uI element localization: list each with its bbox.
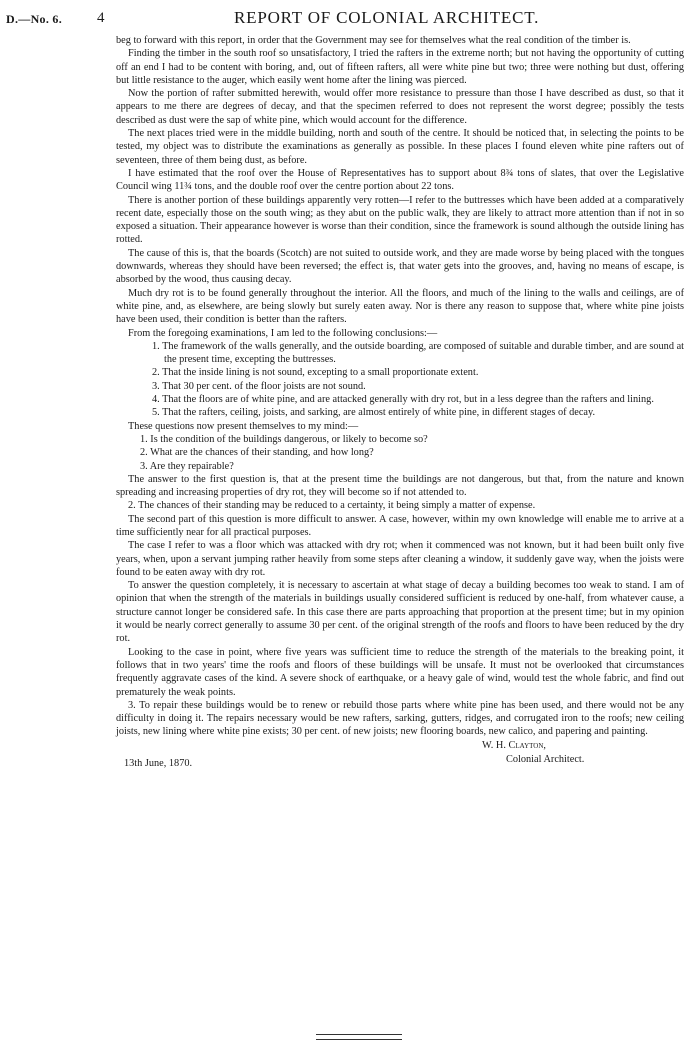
paragraph: The case I refer to was a floor which was attacked with dry rot; when it commenced was not known, but it had been built only five years, when, upon a servant jumping rather heavily from some steps after cleaning a window, it suddenly gave way, when the joists were found to be eaten away with dry rot.	[116, 540, 684, 578]
questions-list	[116, 433, 684, 473]
paragraph: Finding the timber in the south roof so unsatisfactory, I tried the rafters in the extreme north; but not having the opportunity of cutting off an end I had to be content with boring, and, out of fifteen rafters, all were white pine but two; three were nothing but dust, offering but little resistance to the auger, which easily went home after the lining was pierced.	[116, 48, 684, 86]
paragraph: The next places tried were in the middle building, north and south of the centre. It should be noticed that, in selecting the points to be tested, my object was to distribute the examinations as generally as possible. In these places I found eleven white pine rafters out of seventeen, three of them being dust, as before.	[116, 128, 684, 166]
list-item: 1. Is the condition of the buildings dangerous, or likely to become so?	[140, 433, 428, 445]
paragraph: 2. The chances of their standing may be reduced to a certainty, it being simply a matter of expense.	[128, 500, 536, 512]
paragraph: Looking to the case in point, where five years was sufficient time to reduce the strength of the materials to the breaking point, it follows that in two years' time the roofs and floors of these buildings will be unsafe. It must not be overlooked that circumstances frequently aggravate cases of the kind. A severe shock of earthquake, or a heavy gale of wind, would test the whole fabric, and find out prematurely the weak points.	[116, 646, 684, 698]
list-item: 1. The framework of the walls generally, and the outside boarding, are composed of suitable and durable timber, and are sound at the present time, excepting the buttresses.	[152, 340, 684, 366]
running-title: REPORT OF COLONIAL ARCHITECT.	[234, 8, 540, 27]
list-item: 4. That the floors are of white pine, and are attacked generally with dry rot, but in a less degree than the rafters and lining.	[152, 394, 654, 406]
paragraph: There is another portion of these buildings apparently very rotten—I refer to the buttresses which have been added at a comparatively recent date, especially those on the south wing; as they abut on the public walk, they are likely to attract more attention than if not in so exposed a situation. Their appearance however is worse than their condition, since the framework is sound although the outside lining has rotted.	[116, 194, 684, 246]
conclusions-list	[116, 340, 684, 420]
list-item: 5. That the rafters, ceiling, joists, and sarking, are almost entirely of white pine, in different stages of decay.	[152, 407, 596, 419]
list-item: 2. That the inside lining is not sound, excepting to a small proportionate extent.	[152, 367, 479, 379]
paragraph: The cause of this is, that the boards (Scotch) are not suited to outside work, and they are made worse by being placed with the tongues downwards, whereas they should have been reversed; the effect is, that water gets into the grooves, and, having no means of escape, is absorbed by the wood, thus causing decay.	[116, 247, 684, 286]
paragraph: The second part of this question is more difficult to answer. A case, however, within my own knowledge will enable me to arrive at a time sufficiently near for all practical purposes.	[116, 513, 684, 538]
page-header	[0, 4, 700, 30]
page-number: 4	[97, 10, 105, 26]
closing-rule	[316, 1034, 402, 1040]
signature-block	[116, 739, 684, 779]
list-item: 2. What are the chances of their standing, and how long?	[140, 447, 374, 459]
report-body	[116, 34, 684, 779]
paragraph: Now the portion of rafter submitted herewith, would offer more resistance to pressure than those I have described as dust, so that it appears to me there are degrees of decay, and that the specimen referred to does not represent the worst degree; possibly the tests described as dust were the sap of white pine, which would account for the difference.	[116, 88, 684, 126]
paragraph: The answer to the first question is, that at the present time the buildings are not dangerous, but that, from the nature and known spreading and increasing properties of dry rot, they will become so if not attended to.	[116, 473, 684, 499]
conclusions-intro: From the foregoing examinations, I am led to the following conclusions:—	[128, 327, 438, 339]
list-item: 3. That 30 per cent. of the floor joists are not sound.	[152, 380, 366, 392]
document-reference: D.—No. 6.	[6, 12, 63, 26]
paragraph: 3. To repair these buildings would be to renew or rebuild those parts where white pine has been used, and there would not be any difficulty in doing it. The repairs necessary would be new rafters, sarking, gutters, ridges, and corrugated iron to the roofs; new ceiling joists, new lining where white pine exists; 30 per cent. of new joists; new flooring boards, new calico, and papering and painting.	[116, 699, 684, 738]
report-date: 13th June, 1870.	[124, 757, 193, 769]
paragraph: beg to forward with this report, in order that the Government may see for themselves what the real condition of the timber is.	[116, 35, 631, 46]
questions-intro: These questions now present themselves to my mind:—	[128, 420, 359, 432]
signatory-name: W. H. Clayton,	[482, 739, 546, 751]
paragraph: Much dry rot is to be found generally throughout the interior. All the floors, and much of the lining to the walls and ceilings, are of white pine, and, as elsewhere, are being slowly but surely eaten away. Nor is there any reason to suppose that, where white pine joists have been used, their condition is better than the rafters.	[116, 287, 684, 326]
paragraph: I have estimated that the roof over the House of Representatives has to support about 8¾ tons of slates, that over the Legislative Council wing 11¾ tons, and the double roof over the centre portion about 22 tons.	[116, 167, 684, 193]
paragraph: To answer the question completely, it is necessary to ascertain at what stage of decay a building becomes too weak to stand. I am of opinion that when the strength of the materials in buildings usually considered sufficient is reduced by one-half, from whatever cause, a structure cannot longer be considered safe. In this case there are parts approaching that proportion at the present time; but in my opinion it would be nearly correct generally to assume 30 per cent. of the original strength of the roofs and floors to have been reduced by the dry rot.	[116, 580, 684, 645]
list-item: 3. Are they repairable?	[140, 460, 234, 472]
signatory-title: Colonial Architect.	[506, 753, 585, 765]
